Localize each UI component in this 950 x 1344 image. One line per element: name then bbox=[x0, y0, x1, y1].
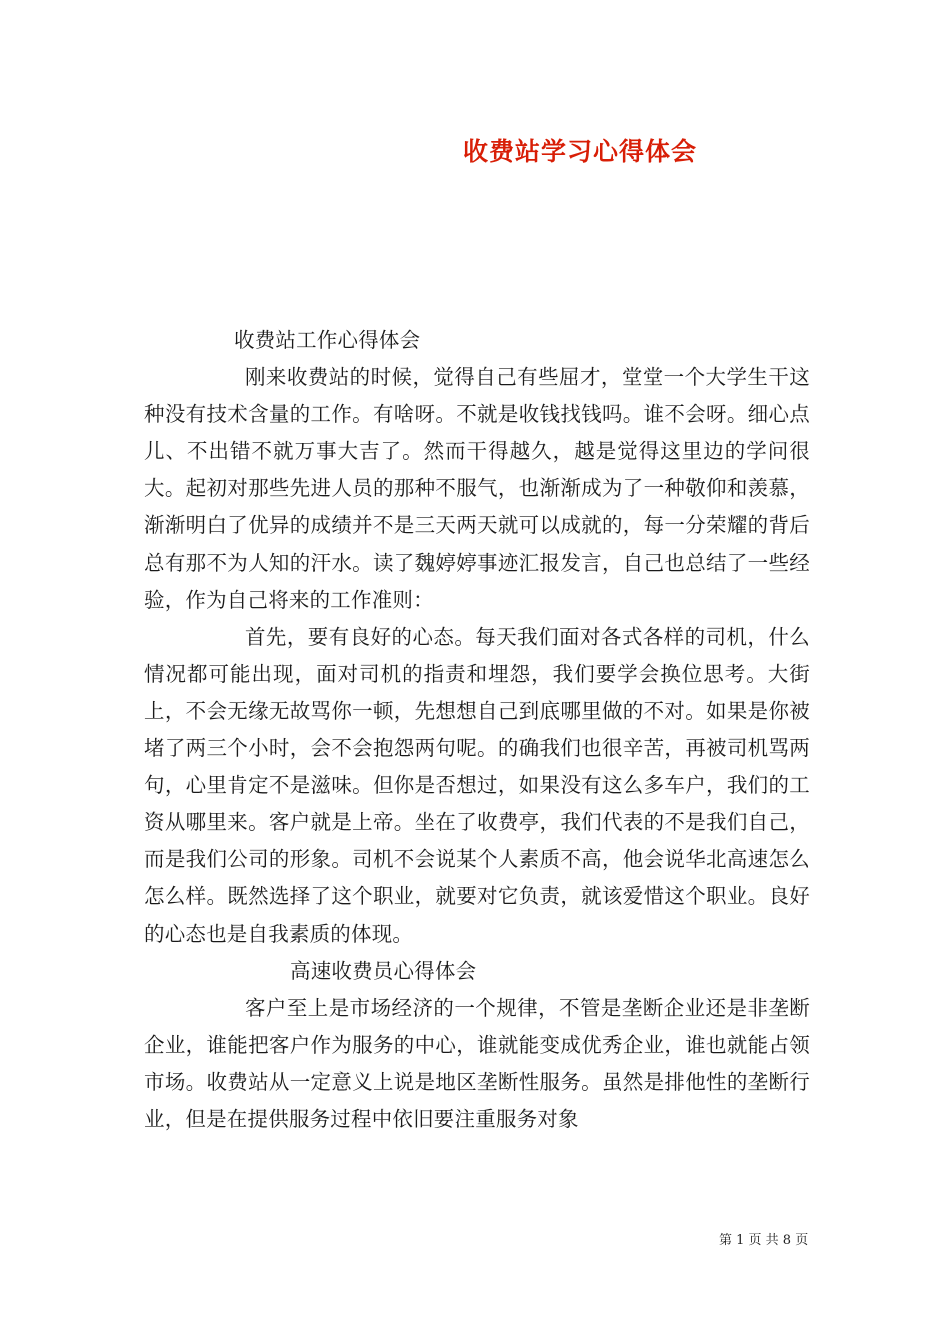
paragraph-customer-first: 客户至上是市场经济的一个规律，不管是垄断企业还是非垄断企业，谁能把客户作为服务的中心，谁就能变成优秀企业，谁也就能占领市场。收费站从一定意义上说是地区垄断性服务。虽然是排他性的垄断行业，但是在提供服务过程中依旧要注重服务对象 bbox=[144, 995, 810, 1131]
section-heading-work: 收费站工作心得体会 bbox=[234, 328, 421, 352]
document-title: 收费站学习心得体会 bbox=[462, 137, 697, 166]
paragraph-intro: 刚来收费站的时候，觉得自己有些屈才，堂堂一个大学生干这种没有技术含量的工作。有啥呀。不就是收钱找钱吗。谁不会呀。细心点儿、不出错不就万事大吉了。然而干得越久，越是觉得这里边的学问很大。起初对那些先进人员的那种不服气，也渐渐成为了一种敬仰和羡慕，渐渐明白了优异的成绩并不是三天两天就可以成就的，每一分荣耀的背后总有那不为人知的汗水。读了魏婷婷事迹汇报发言，自己也总结了一些经验，作为自己将来的工作准则： bbox=[144, 365, 810, 612]
document-body bbox=[144, 322, 810, 1138]
paragraph-attitude: 首先，要有良好的心态。每天我们面对各式各样的司机，什么情况都可能出现，面对司机的指责和埋怨，我们要学会换位思考。大街上，不会无缘无故骂你一顿，先想想自己到底哪里做的不对。如果是你被堵了两三个小时，会不会抱怨两句呢。的确我们也很辛苦，再被司机骂两句，心里肯定不是滋味。但你是否想过，如果没有这么多车户，我们的工资从哪里来。客户就是上帝。坐在了收费亭，我们代表的不是我们自己，而是我们公司的形象。司机不会说某个人素质不高，他会说华北高速怎么怎么样。既然选择了这个职业，就要对它负责，就该爱惜这个职业。良好的心态也是自我素质的体现。 bbox=[144, 624, 810, 946]
section-heading-toll-collector: 高速收费员心得体会 bbox=[290, 958, 477, 983]
page-footer: 第 1 页 共 8 页 bbox=[719, 1233, 809, 1248]
